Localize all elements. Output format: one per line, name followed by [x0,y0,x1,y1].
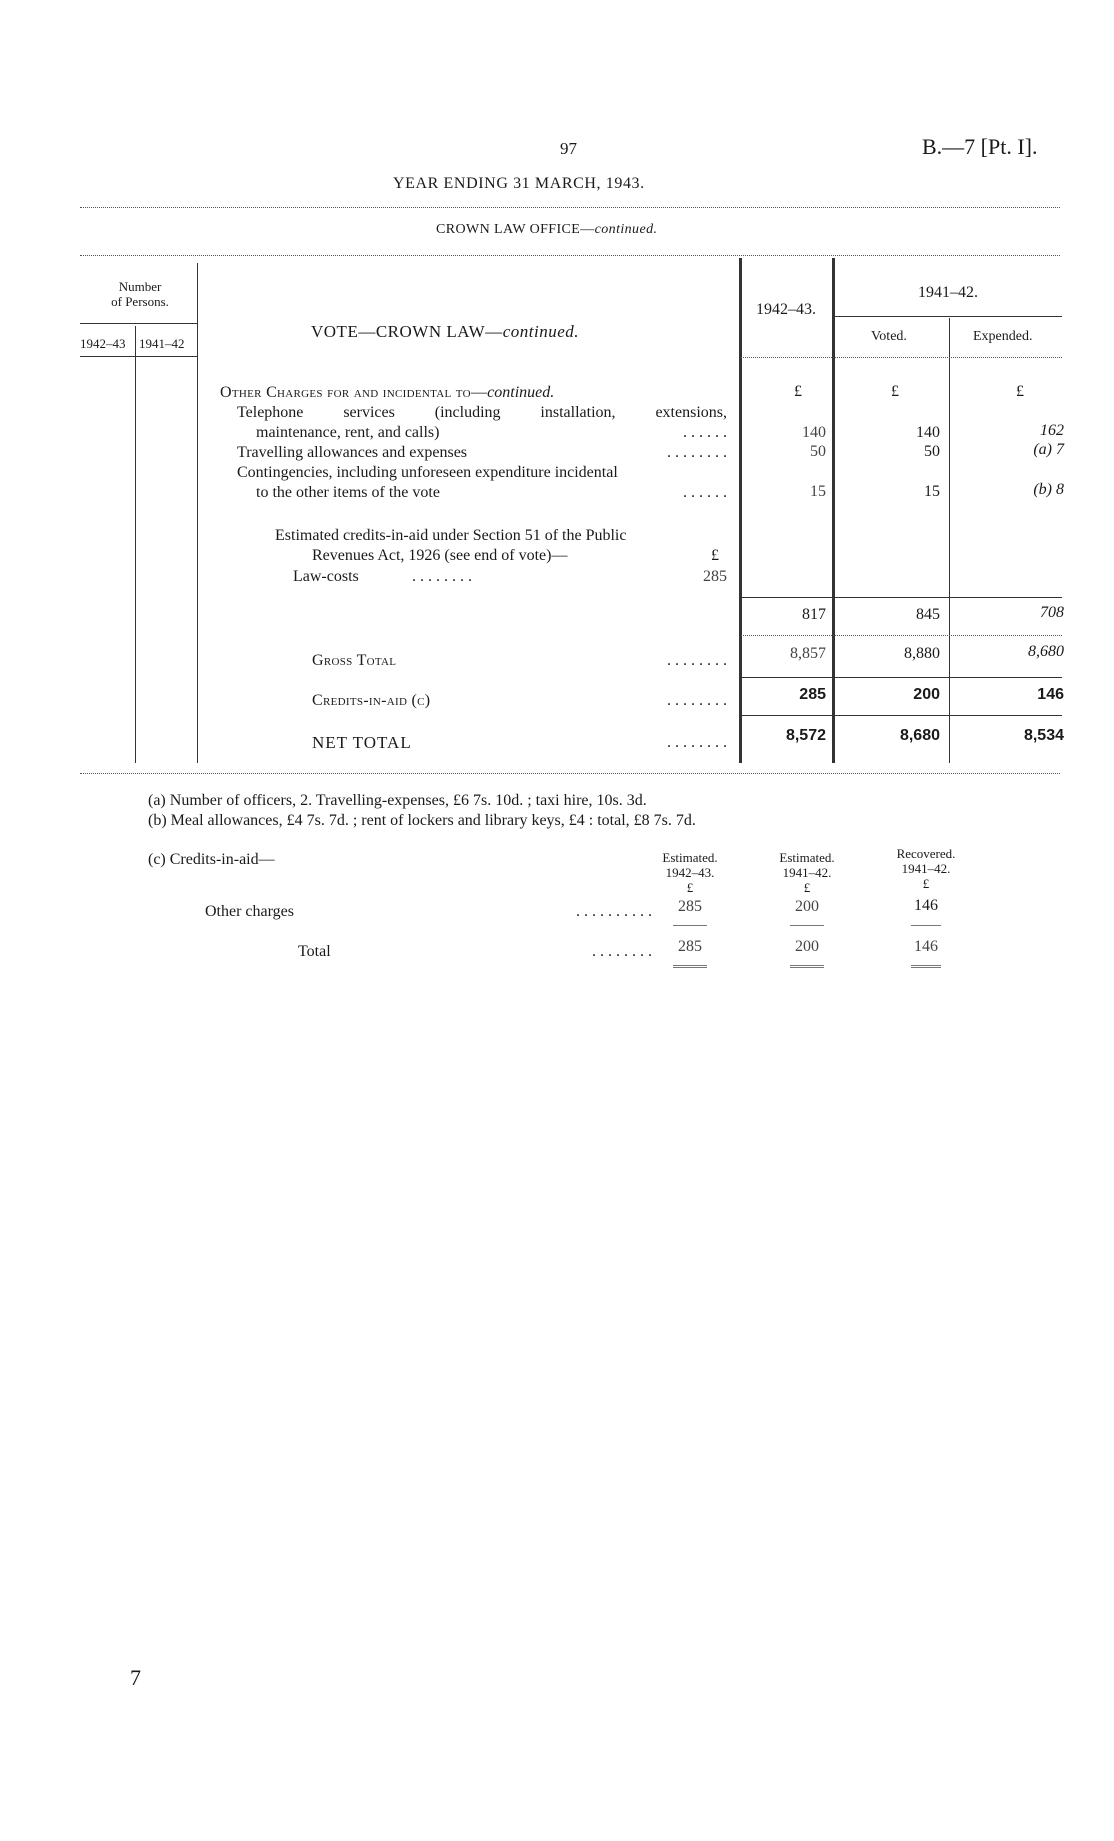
credits-col-head: Estimated. [662,850,718,865]
sum-rule [911,925,941,926]
col-voted: Voted. [871,329,907,344]
credits-in-aid-expended: 146 [1037,686,1064,703]
credits-col-head: 1941–42. [782,865,832,880]
total-double-rule [790,965,824,968]
folio-number: 7 [130,1665,141,1690]
credits-in-aid-voted: 200 [913,686,940,703]
persons-right-border [197,263,198,763]
credits-row-value: 285 [678,898,702,915]
subtotal-expended: 708 [1040,604,1064,621]
credits-col-currency: £ [686,880,694,895]
document-reference: B.—7 [Pt. I]. [922,134,1038,159]
voted-right-border [949,318,950,763]
leader-dots: . . . . . . . . [592,943,652,960]
col-estimate-1942: 1942–43. [756,301,816,318]
credits-note-item-value: 285 [703,568,727,585]
credits-row-label: Other charges [205,903,294,920]
estimate-value: 15 [810,483,826,500]
leader-dots: . . . . . . . . [667,444,727,461]
leader-dots: . . . . . . . . . . [576,903,652,920]
persons-title [95,279,185,309]
credits-note-line: Revenues Act, 1926 (see end of vote)— [312,547,568,564]
credits-row-value: 200 [795,898,819,915]
vote-title [311,322,579,342]
gross-total-expended: 8,680 [1028,643,1064,660]
total-double-rule [673,965,707,968]
credits-total-value: 285 [678,938,702,955]
office-title [436,222,657,238]
table-top-rule [80,255,1060,256]
sum-rule [673,925,707,926]
item-row-line: Contingencies, including unforeseen expenditure incidental [237,464,618,481]
gross-total-estimate: 8,857 [790,645,826,662]
column-head-rule [741,357,1062,358]
section-heading-text: Other Charges for and incidental to— [220,384,488,401]
estimate-value: 140 [802,424,826,441]
credits-col-head: Estimated. [779,850,835,865]
footnote-b: (b) Meal allowances, £4 7s. 7d. ; rent of lockers and library keys, £4 : total, £8 7s. 7d. [148,812,696,829]
credits-col-recovered-1941 [876,846,976,891]
credits-in-aid-label: Credits-in-aid (c) [312,692,431,709]
estimate-value: 50 [810,443,826,460]
credits-table-title: (c) Credits-in-aid— [148,851,275,868]
voted-value: 140 [916,424,940,441]
net-total-label: NET TOTAL [312,733,412,752]
gross-total-voted: 8,880 [904,645,940,662]
credits-total-value: 200 [795,938,819,955]
item-row-line: to the other items of the vote [256,484,440,501]
persons-col-1942: 1942–43 [80,336,126,351]
page-number: 97 [560,139,577,158]
col-prior-year: 1941–42. [918,284,978,301]
credits-note-item-label: Law-costs [293,568,359,585]
credits-note-currency: £ [711,547,719,564]
expended-value: (b) 8 [1033,481,1064,498]
persons-head-rule-2 [80,356,197,357]
persons-title-line2: of Persons. [111,294,169,309]
sum-rule [790,925,824,926]
persons-head-rule-1 [80,323,197,324]
credits-col-head: 1942–43. [665,865,715,880]
voted-value: 15 [924,483,940,500]
credits-note-line: Estimated credits-in-aid under Section 51 of the Public [275,527,627,544]
office-title-cont: continued. [594,222,658,237]
credits-col-currency: £ [922,876,930,891]
persons-divider [135,326,136,763]
col-expended: Expended. [973,329,1033,344]
total-double-rule [911,965,941,968]
credits-col-estimated-1941 [757,850,857,895]
net-total-estimate: 8,572 [785,727,826,744]
expended-value: 162 [1040,422,1064,439]
credits-col-head: Recovered. [896,846,956,861]
leader-dots: . . . . . . . . [667,652,727,669]
section-heading [220,384,554,402]
persons-title-line1: Number [118,279,162,294]
credits-total-label: Total [298,943,331,960]
leader-dots: . . . . . . [683,484,727,501]
leader-dots: . . . . . . [683,424,727,441]
currency-estimate: £ [794,383,802,400]
vote-title-text: VOTE—CROWN LAW— [311,322,503,341]
leader-dots: . . . . . . . . [667,692,727,709]
credits-in-aid-estimate: 285 [799,686,826,703]
credits-rule-top [741,677,1062,678]
footnote-a: (a) Number of officers, 2. Travelling-expenses, £6 7s. 10d. ; taxi hire, 10s. 3d. [148,792,647,809]
office-title-text: CROWN LAW OFFICE— [436,222,595,237]
prior-year-rule [834,316,1062,317]
currency-voted: £ [891,383,899,400]
gross-total-label: Gross Total [312,652,397,669]
credits-total-value: 146 [914,938,938,955]
item-row-line: Telephone services (including installation, extensions, [237,404,727,421]
net-rule [741,715,1062,716]
leader-dots: . . . . . . . . [412,568,472,585]
persons-col-1941: 1941–42 [139,336,185,351]
credits-row-value: 146 [914,897,938,914]
subtotal-estimate: 817 [802,606,826,623]
credits-col-head: 1941–42. [901,861,951,876]
estimate-right-border [832,258,835,763]
credits-col-currency: £ [803,880,811,895]
subtotal-rule [741,597,1062,598]
credits-col-estimated-1942 [640,850,740,895]
net-total-voted: 8,680 [899,727,940,744]
voted-value: 50 [924,443,940,460]
item-row-line: maintenance, rent, and calls) [256,424,440,441]
net-total-expended: 8,534 [1023,727,1064,744]
gross-rule [741,635,1062,636]
page-title: YEAR ENDING 31 MARCH, 1943. [393,175,645,192]
expended-value: (a) 7 [1033,441,1064,458]
leader-dots: . . . . . . . . [667,734,727,751]
header-rule [80,207,1060,208]
currency-expended: £ [1016,383,1024,400]
item-row-line: Travelling allowances and expenses [237,444,468,461]
table-bottom-rule [80,773,1060,774]
section-heading-cont: continued. [487,384,555,401]
subtotal-voted: 845 [916,606,940,623]
vote-title-cont: continued. [502,322,579,341]
